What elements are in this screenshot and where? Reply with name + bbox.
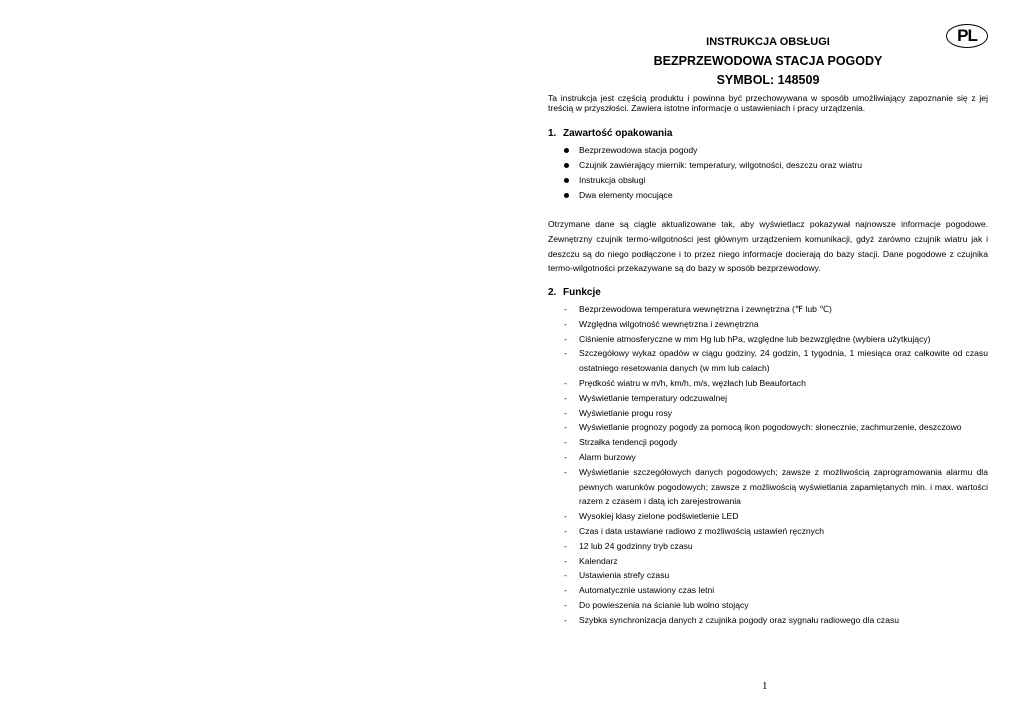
list-item — [564, 143, 988, 158]
dash-marker: - — [564, 511, 567, 522]
dash-marker: - — [564, 422, 567, 433]
functions-list — [564, 302, 988, 628]
list-item — [564, 524, 988, 539]
doc-title-product: BEZPRZEWODOWA STACJA POGODY — [653, 54, 883, 68]
dash-marker: - — [564, 540, 567, 551]
list-item-text: Bezprzewodowa stacja pogody — [579, 145, 698, 155]
list-item — [564, 420, 988, 435]
list-item-text: Ustawienia strefy czasu — [579, 570, 670, 581]
list-item — [564, 583, 988, 598]
list-item-text: Instrukcja obsługi — [579, 175, 646, 185]
list-item — [564, 406, 988, 421]
list-item-text: Względna wilgotność wewnętrzna i zewnętrzna — [579, 318, 759, 329]
intro-paragraph: Ta instrukcja jest częścią produktu i powinna być przechowywana w sposób umożliwiający zapoznanie się z jej treścią w przyszłości. Zawiera istotne informacje o ustawieniach i pracy urządzenia. — [548, 93, 988, 114]
list-item-text: 12 lub 24 godzinny tryb czasu — [579, 540, 693, 551]
list-item-text: Wyświetlanie progu rosy — [579, 407, 673, 418]
list-item-text: Dwa elementy mocujące — [579, 190, 673, 200]
dash-marker: - — [564, 437, 567, 448]
dash-marker: - — [564, 466, 567, 477]
dash-marker: - — [564, 585, 567, 596]
section-title: Funkcje — [563, 287, 601, 298]
dash-marker: - — [564, 614, 567, 625]
section-number: 1. — [548, 128, 557, 139]
dash-marker: - — [564, 392, 567, 403]
dash-marker: - — [564, 407, 567, 418]
section-heading-functions — [548, 287, 601, 298]
list-item-text: Prędkość wiatru w m/h, km/h, m/s, węzłach lub Beaufortach — [579, 377, 806, 388]
dash-marker: - — [564, 599, 567, 610]
package-contents-list — [564, 143, 988, 203]
list-item — [564, 173, 988, 188]
dash-marker: - — [564, 318, 567, 329]
list-item — [564, 376, 988, 391]
dash-marker: - — [564, 348, 567, 359]
list-item — [564, 346, 988, 376]
doc-title-instruction: INSTRUKCJA OBSŁUGI — [706, 36, 830, 48]
bullet-icon — [564, 188, 579, 203]
list-item-text: Wyświetlanie temperatury odczuwalnej — [579, 392, 727, 403]
list-item-text: Wyświetlanie prognozy pogody za pomocą ikon pogodowych: słonecznie, zachmurzenie, deszczowo — [579, 422, 962, 433]
list-item-text: Ciśnienie atmosferyczne w mm Hg lub hPa, względne lub bezwzględne (wybiera użytkujący) — [579, 333, 931, 344]
list-item-text: Czujnik zawierający miernik: temperatury, wilgotności, deszczu oraz wiatru — [579, 160, 863, 170]
list-item — [564, 435, 988, 450]
dash-marker: - — [564, 333, 567, 344]
list-item — [564, 509, 988, 524]
bullet-icon — [564, 158, 579, 173]
list-item-text: Szczegółowy wykaz opadów w ciągu godziny, 24 godzin, 1 tygodnia, 1 miesiąca oraz całkowite od czasu ostatniego resetowania danych (w mm lub calach) — [579, 348, 988, 374]
dash-marker: - — [564, 377, 567, 388]
list-item — [564, 568, 988, 583]
list-item — [564, 598, 988, 613]
dash-marker: - — [564, 555, 567, 566]
list-item — [564, 302, 988, 317]
list-item-text: Automatycznie ustawiony czas letni — [579, 585, 715, 596]
list-item — [564, 188, 988, 203]
dash-marker: - — [564, 525, 567, 536]
list-item-text: Szybka synchronizacja danych z czujnika pogody oraz sygnału radiowego dla czasu — [579, 614, 900, 625]
list-item-text: Wysokiej klasy zielone podświetlenie LED — [579, 511, 739, 522]
section-number: 2. — [548, 287, 557, 298]
list-item — [564, 391, 988, 406]
data-update-paragraph: Otrzymane dane są ciągle aktualizowane tak, aby wyświetlacz pokazywał najnowsze informacje pogodowe. Zewnętrzny czujnik termo-wilgotności jest głównym urządzeniem komunikacji, gdyż zarówno czujnik wiatru jak i deszczu są do niego podłączone i to przez niego informacje docierają do bazy stacji. Dane pogodowe z czujnika termo-wilgotności przekazywane są do bazy w sposób bezprzewodowy. — [548, 219, 988, 274]
list-item-text: Strzałka tendencji pogody — [579, 437, 678, 448]
dash-marker: - — [564, 570, 567, 581]
list-item — [564, 332, 988, 347]
bullet-icon — [564, 173, 579, 188]
list-item-text: Wyświetlanie szczegółowych danych pogodowych; zawsze z możliwością zaprogramowania alarmu dla pewnych warunków pogodowych; zawsze z możliwością wyświetlania zapamiętanych min. i max. wartości razem z czasem i datą ich zarejestrowania — [579, 466, 988, 507]
list-item — [564, 613, 988, 628]
list-item-text: Bezprzewodowa temperatura wewnętrzna i zewnętrzna (℉ lub ℃) — [579, 304, 832, 314]
list-item-text: Kalendarz — [579, 555, 618, 566]
section-heading-package-contents — [548, 128, 672, 139]
list-item — [564, 317, 988, 332]
list-item — [564, 465, 988, 509]
list-item — [564, 450, 988, 465]
list-item — [564, 158, 988, 173]
list-item — [564, 554, 988, 569]
list-item-text: Alarm burzowy — [579, 451, 636, 462]
list-item — [564, 539, 988, 554]
page-number: 1 — [762, 680, 768, 692]
dash-marker: - — [564, 451, 567, 462]
doc-title-symbol: SYMBOL: 148509 — [716, 73, 820, 87]
list-item-text: Do powieszenia na ścianie lub wolno stojący — [579, 599, 749, 610]
language-badge: PL — [946, 24, 988, 48]
list-item-text: Czas i data ustawiane radiowo z możliwością ustawień ręcznych — [579, 525, 825, 536]
section-title: Zawartość opakowania — [563, 128, 673, 139]
bullet-icon — [564, 143, 579, 158]
dash-marker: - — [564, 304, 567, 314]
